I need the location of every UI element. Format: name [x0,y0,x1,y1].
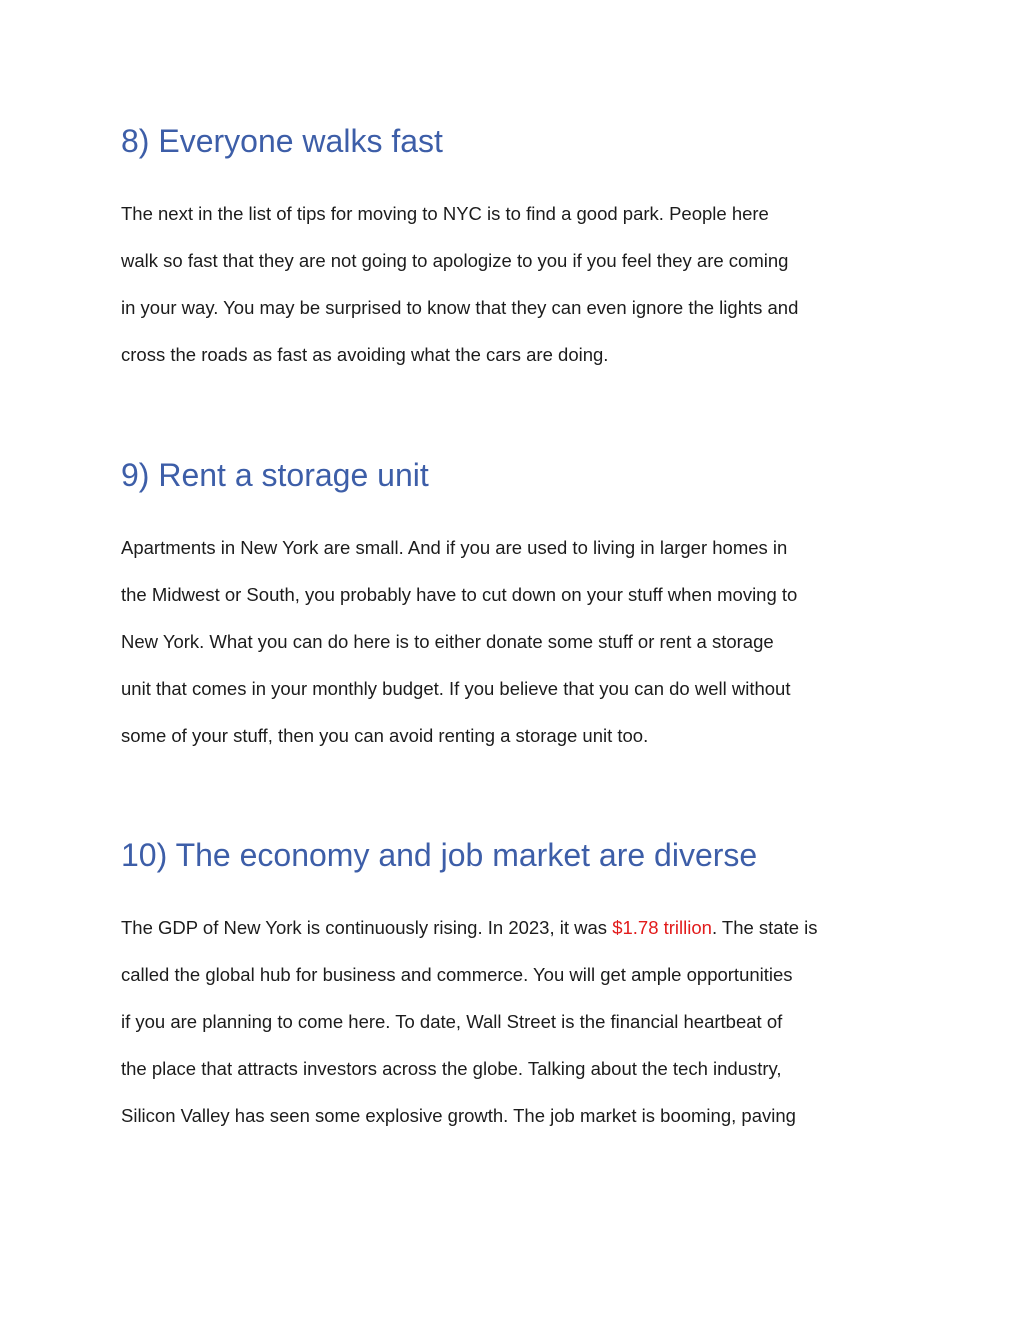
paragraph-line: New York. What you can do here is to either donate some stuff or rent a storage [121,631,774,652]
paragraph-line: the Midwest or South, you probably have to cut down on your stuff when moving to [121,584,798,605]
section-rent-storage-unit [121,455,911,759]
section-heading: 8) Everyone walks fast [121,123,443,159]
paragraph-line [121,904,911,951]
paragraph-line: Silicon Valley has seen some explosive growth. The job market is booming, paving [121,1105,796,1126]
paragraph-line: walk so fast that they are not going to apologize to you if you feel they are coming [121,250,789,271]
paragraph-line: if you are planning to come here. To date, Wall Street is the financial heartbeat of [121,1011,783,1032]
paragraph-line: Apartments in New York are small. And if you are used to living in larger homes in [121,537,788,558]
gdp-text-after: . The state is [711,917,818,938]
gdp-text-before: The GDP of New York is continuously rising. In 2023, it was [121,917,613,938]
section-economy-job-market [121,835,911,1139]
section-everyone-walks-fast [121,121,911,378]
paragraph-line: unit that comes in your monthly budget. If you believe that you can do well without [121,678,791,699]
section-paragraph [121,904,911,1139]
paragraph-line: the place that attracts investors across the globe. Talking about the tech industry, [121,1058,782,1079]
paragraph-line: cross the roads as fast as avoiding what the cars are doing. [121,344,609,365]
paragraph-line: The next in the list of tips for moving to NYC is to find a good park. People here [121,203,769,224]
paragraph-line: some of your stuff, then you can avoid renting a storage unit too. [121,725,649,746]
section-paragraph [121,190,911,378]
paragraph-line: called the global hub for business and commerce. You will get ample opportunities [121,964,793,985]
paragraph-line: in your way. You may be surprised to know that they can even ignore the lights and [121,297,799,318]
gdp-link[interactable]: $1.78 trillion [612,917,712,938]
section-heading: 10) The economy and job market are diverse [121,837,758,873]
section-heading: 9) Rent a storage unit [121,457,429,493]
section-paragraph [121,524,911,759]
